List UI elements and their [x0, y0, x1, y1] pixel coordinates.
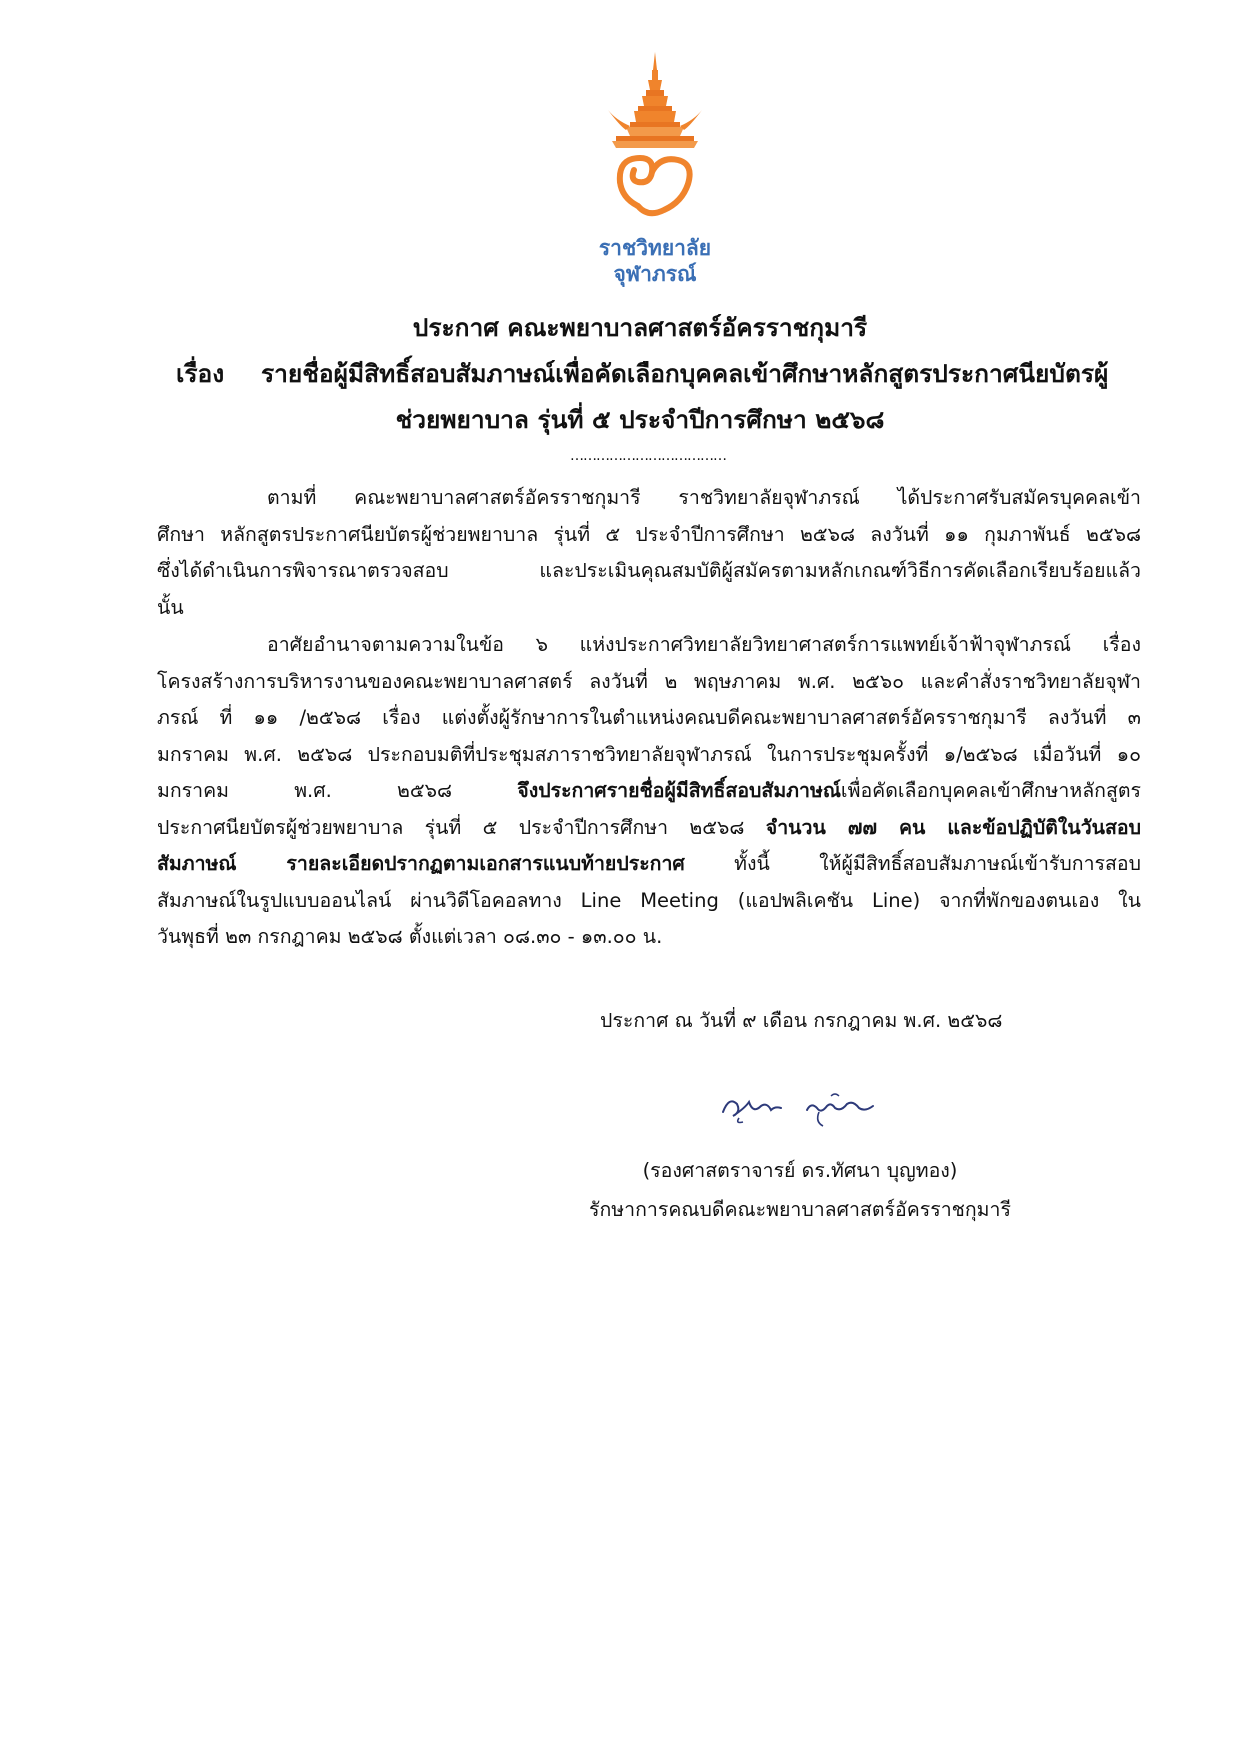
announcement-date: ประกาศ ณ วันที่ ๙ เดือน กรกฎาคม พ.ศ. ๒๕๖๘ [600, 1009, 1003, 1032]
paragraph-2-line [157, 810, 1141, 847]
logo-name-line2: จุฬาภรณ์ [613, 262, 697, 286]
subject-line-2: ช่วยพยาบาล รุ่นที่ ๕ ประจำปีการศึกษา ๒๕๖๘ [395, 405, 885, 434]
paragraph-1-line: นั้น [157, 595, 184, 619]
paragraph-2-line: โครงสร้างการบริหารงานของคณะพยาบาลศาสตร์ ลงวันที่ ๒ พฤษภาคม พ.ศ. ๒๕๖๐ และคำสั่งราชวิทยาลัยจุฬา [157, 669, 1141, 693]
bold-segment: สัมภาษณ์ รายละเอียดปรากฏตามเอกสารแนบท้ายประกาศ [157, 852, 685, 875]
paragraph-2-line: ภรณ์ ที่ ๑๑ /๒๕๖๘ เรื่อง แต่งตั้งผู้รักษาการในตำแหน่งคณบดีคณะพยาบาลศาสตร์อัครราชกุมารี ลงวันที่ ๓ [157, 706, 1141, 729]
text-segment: ประกาศนียบัตรผู้ช่วยพยาบาล รุ่นที่ ๕ ประจำปีการศึกษา ๒๕๖๘ [157, 815, 766, 839]
signatory-position: รักษาการคณบดีคณะพยาบาลศาสตร์อัครราชกุมารี [589, 1198, 1011, 1221]
subject-label: เรื่อง [176, 359, 225, 388]
announcement-title: ประกาศ คณะพยาบาลศาสตร์อัครราชกุมารี [412, 313, 868, 342]
paragraph-2-line: อาศัยอำนาจตามความในข้อ ๖ แห่งประกาศวิทยาลัยวิทยาศาสตร์การแพทย์เจ้าฟ้าจุฬาภรณ์ เรื่อง [267, 633, 1141, 656]
handwritten-signature-icon [715, 1082, 905, 1132]
text-segment: ทั้งนี้ ให้ผู้มีสิทธิ์สอบสัมภาษณ์เข้ารับการสอบ [684, 852, 1141, 875]
text-segment: เพื่อคัดเลือกบุคคลเข้าศึกษาหลักสูตร [840, 779, 1141, 802]
paragraph-2 [157, 627, 1141, 956]
signatory-name: (รองศาสตราจารย์ ดร.ทัศนา บุญทอง) [642, 1159, 958, 1182]
paragraph-2-line: มกราคม พ.ศ. ๒๕๖๘ ประกอบมติที่ประชุมสภาราชวิทยาลัยจุฬาภรณ์ ในการประชุมครั้งที่ ๑/๒๕๖๘ เมื่อวันที่ ๑๐ [157, 742, 1141, 766]
subject-text-1: รายชื่อผู้มีสิทธิ์สอบสัมภาษณ์เพื่อคัดเลือกบุคคลเข้าศึกษาหลักสูตรประกาศนียบัตรผู้ [261, 359, 1109, 388]
text-segment: พ.ศ. [294, 779, 332, 802]
logo-name-line1: ราชวิทยาลัย [598, 236, 712, 260]
institution-logo [590, 50, 720, 295]
bold-segment: จำนวน ๗๗ คน และข้อปฏิบัติในวันสอบ [765, 815, 1141, 839]
paragraph-2-line [157, 846, 1141, 883]
text-segment: ๒๕๖๘ [397, 779, 453, 802]
divider: ……………………………… [570, 448, 726, 464]
text-segment: มกราคม [157, 779, 229, 802]
crown-emblem-icon [590, 50, 720, 235]
paragraph-1-line: ซึ่งได้ดำเนินการพิจารณาตรวจสอบ และประเมินคุณสมบัติผู้สมัครตามหลักเกณฑ์วิธีการคัดเลือกเรียบร้อยแล้ว [157, 559, 1141, 582]
paragraph-1-line: ตามที่ คณะพยาบาลศาสตร์อัครราชกุมารี ราชวิทยาลัยจุฬาภรณ์ ได้ประกาศรับสมัครบุคคลเข้า [267, 486, 1141, 509]
paragraph-2-line: สัมภาษณ์ในรูปแบบออนไลน์ ผ่านวิดีโอคอลทาง Line Meeting (แอปพลิเคชัน Line) จากที่พักของตนเอง ใน [157, 888, 1141, 912]
paragraph-2-line [157, 773, 1141, 810]
paragraph-1-line: ศึกษา หลักสูตรประกาศนียบัตรผู้ช่วยพยาบาล รุ่นที่ ๕ ประจำปีการศึกษา ๒๕๖๘ ลงวันที่ ๑๑ กุมภาพันธ์ ๒๕๖๘ [157, 522, 1141, 546]
paragraph-2-line: วันพุธที่ ๒๓ กรกฎาคม ๒๕๖๘ ตั้งแต่เวลา ๐๘.๓๐ - ๑๓.๐๐ น. [157, 925, 663, 948]
bold-segment: จึงประกาศรายชื่อผู้มีสิทธิ์สอบสัมภาษณ์ [517, 779, 841, 802]
paragraph-1 [157, 480, 1141, 626]
